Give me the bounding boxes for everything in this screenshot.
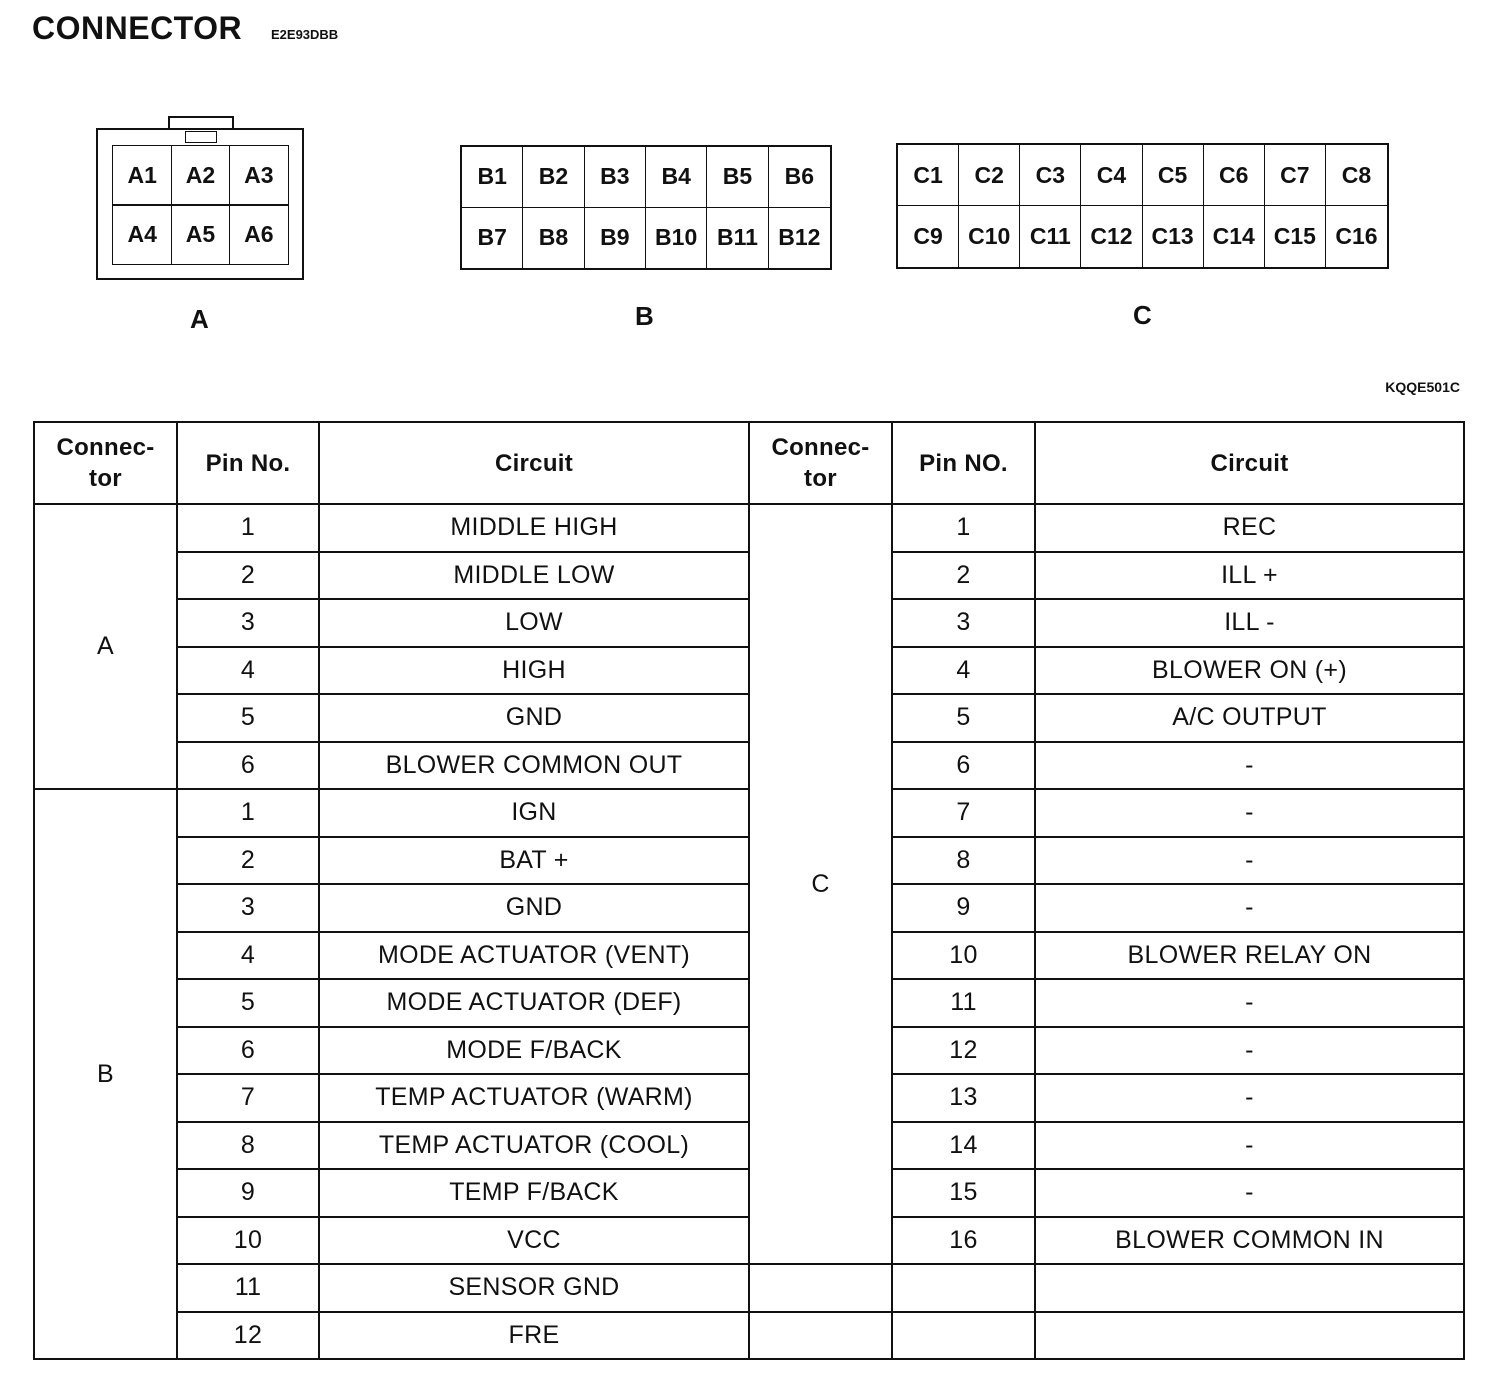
circuit-cell: BLOWER RELAY ON — [1035, 932, 1464, 980]
connector-a-pin: A3 — [229, 145, 289, 206]
connector-b-pin: B1 — [462, 147, 523, 208]
circuit-cell: ILL - — [1035, 599, 1464, 647]
connector-c-pin: C9 — [898, 206, 959, 267]
pin-cell: 11 — [177, 1264, 319, 1312]
connector-c-pin: C14 — [1204, 206, 1265, 267]
empty-cell — [892, 1264, 1035, 1312]
connector-c-pin: C15 — [1265, 206, 1326, 267]
pin-cell: 8 — [177, 1122, 319, 1170]
circuit-cell: ILL + — [1035, 552, 1464, 600]
circuit-cell: TEMP F/BACK — [319, 1169, 749, 1217]
connector-b-pin: B2 — [523, 147, 584, 208]
connector-c-pin-grid — [898, 145, 1387, 267]
pin-cell: 11 — [892, 979, 1035, 1027]
circuit-cell: MIDDLE HIGH — [319, 504, 749, 552]
circuit-cell: BLOWER COMMON OUT — [319, 742, 749, 790]
pin-cell: 3 — [177, 884, 319, 932]
connector-b-pin-grid — [462, 147, 830, 268]
connector-a-pin: A2 — [171, 145, 231, 206]
circuit-cell: TEMP ACTUATOR (WARM) — [319, 1074, 749, 1122]
connector-c-pin: C11 — [1020, 206, 1081, 267]
pin-cell: 5 — [892, 694, 1035, 742]
connector-b-pin: B10 — [646, 208, 707, 269]
circuit-cell: MODE ACTUATOR (VENT) — [319, 932, 749, 980]
connector-b-label: B — [635, 301, 654, 331]
circuit-cell: BLOWER COMMON IN — [1035, 1217, 1464, 1265]
pin-cell: 2 — [177, 837, 319, 885]
pin-cell: 8 — [892, 837, 1035, 885]
pin-cell: 16 — [892, 1217, 1035, 1265]
connector-b-pin: B6 — [769, 147, 830, 208]
empty-cell — [749, 1264, 892, 1312]
connector-a-pin: A5 — [171, 204, 231, 265]
empty-cell — [1035, 1264, 1464, 1312]
connector-c-pin: C1 — [898, 145, 959, 206]
connector-c-pin: C7 — [1265, 145, 1326, 206]
pin-cell: 2 — [892, 552, 1035, 600]
circuit-cell: - — [1035, 837, 1464, 885]
figure-code: KQQE501C — [1385, 379, 1460, 395]
pin-cell: 12 — [177, 1312, 319, 1360]
header-connector-right: Connec- tor — [749, 422, 892, 504]
connector-a-pin: A6 — [229, 204, 289, 265]
empty-cell — [1035, 1312, 1464, 1360]
connector-c-pin: C10 — [959, 206, 1020, 267]
circuit-cell: FRE — [319, 1312, 749, 1360]
pin-cell: 5 — [177, 694, 319, 742]
pin-cell: 4 — [177, 647, 319, 695]
table-row — [34, 1264, 1464, 1312]
connector-b-pin: B9 — [585, 208, 646, 269]
connector-a-label: A — [190, 304, 209, 334]
connector-c-pin: C6 — [1204, 145, 1265, 206]
header-pin-left: Pin No. — [177, 422, 319, 504]
group-cell-a: A — [34, 504, 177, 789]
pin-cell: 3 — [892, 599, 1035, 647]
circuit-cell: - — [1035, 1074, 1464, 1122]
pin-cell: 9 — [892, 884, 1035, 932]
pin-cell: 6 — [177, 1027, 319, 1075]
circuit-cell: VCC — [319, 1217, 749, 1265]
pin-cell: 9 — [177, 1169, 319, 1217]
connector-c-pin: C4 — [1081, 145, 1142, 206]
pin-cell: 12 — [892, 1027, 1035, 1075]
pin-cell: 10 — [177, 1217, 319, 1265]
circuit-cell: - — [1035, 742, 1464, 790]
connector-c-pin: C5 — [1143, 145, 1204, 206]
group-cell-b: B — [34, 789, 177, 1359]
table-row — [34, 1312, 1464, 1360]
connector-b-pin: B12 — [778, 224, 821, 251]
table-row — [34, 504, 1464, 552]
table-header-row — [34, 422, 1464, 504]
header-pin-right: Pin NO. — [892, 422, 1035, 504]
pin-cell: 4 — [892, 647, 1035, 695]
circuit-cell: MODE F/BACK — [319, 1027, 749, 1075]
header-connector-left: Connec- tor — [34, 422, 177, 504]
circuit-cell: LOW — [319, 599, 749, 647]
circuit-cell: BAT + — [319, 837, 749, 885]
pin-cell: 6 — [177, 742, 319, 790]
circuit-cell: TEMP ACTUATOR (COOL) — [319, 1122, 749, 1170]
connector-b-pin: B3 — [585, 147, 646, 208]
empty-cell — [749, 1312, 892, 1360]
pin-cell: 3 — [177, 599, 319, 647]
connector-c-pin: C12 — [1081, 206, 1142, 267]
circuit-cell: BLOWER ON (+) — [1035, 647, 1464, 695]
connector-a-latch-slot — [185, 131, 217, 143]
connector-b-pin: B8 — [523, 208, 584, 269]
circuit-cell: HIGH — [319, 647, 749, 695]
pin-cell: 2 — [177, 552, 319, 600]
pin-cell: 7 — [892, 789, 1035, 837]
pin-cell: 7 — [177, 1074, 319, 1122]
circuit-cell: REC — [1035, 504, 1464, 552]
connector-c-pin: C16 — [1335, 223, 1378, 249]
circuit-cell: MIDDLE LOW — [319, 552, 749, 600]
connector-c-pin: C13 — [1143, 206, 1204, 267]
connector-c-pin: C3 — [1020, 145, 1081, 206]
empty-cell — [892, 1312, 1035, 1360]
connector-a-pin: A1 — [112, 145, 172, 206]
connector-b-pin: B4 — [646, 147, 707, 208]
circuit-cell: GND — [319, 694, 749, 742]
circuit-cell: - — [1035, 1122, 1464, 1170]
pin-cell: 1 — [892, 504, 1035, 552]
pin-cell: 15 — [892, 1169, 1035, 1217]
circuit-cell: - — [1035, 1027, 1464, 1075]
pin-cell: 6 — [892, 742, 1035, 790]
pin-cell: 4 — [177, 932, 319, 980]
circuit-cell: - — [1035, 884, 1464, 932]
connector-a-pin-grid — [113, 146, 288, 264]
pin-cell: 13 — [892, 1074, 1035, 1122]
circuit-cell: SENSOR GND — [319, 1264, 749, 1312]
pin-cell: 1 — [177, 504, 319, 552]
pin-cell: 5 — [177, 979, 319, 1027]
page-title: CONNECTOR — [32, 10, 243, 46]
connector-a-pin: A4 — [112, 204, 172, 265]
group-cell-c: C — [749, 504, 892, 1264]
circuit-cell: MODE ACTUATOR (DEF) — [319, 979, 749, 1027]
connector-b-pin: B11 — [707, 208, 768, 269]
circuit-cell: - — [1035, 1169, 1464, 1217]
header-circuit-right: Circuit — [1035, 422, 1464, 504]
circuit-cell: A/C OUTPUT — [1035, 694, 1464, 742]
header-circuit-left: Circuit — [319, 422, 749, 504]
circuit-cell: IGN — [319, 789, 749, 837]
connector-b-pin: B7 — [462, 208, 523, 269]
connector-c-pin: C8 — [1326, 145, 1387, 206]
circuit-cell: - — [1035, 789, 1464, 837]
pin-cell: 10 — [892, 932, 1035, 980]
circuit-cell: - — [1035, 979, 1464, 1027]
document-code: E2E93DBB — [271, 27, 339, 42]
pin-table — [33, 421, 1465, 1360]
pin-cell: 1 — [177, 789, 319, 837]
connector-c-pin: C2 — [959, 145, 1020, 206]
connector-c-label: C — [1133, 300, 1152, 330]
connector-b-pin: B5 — [707, 147, 768, 208]
circuit-cell: GND — [319, 884, 749, 932]
pin-cell: 14 — [892, 1122, 1035, 1170]
